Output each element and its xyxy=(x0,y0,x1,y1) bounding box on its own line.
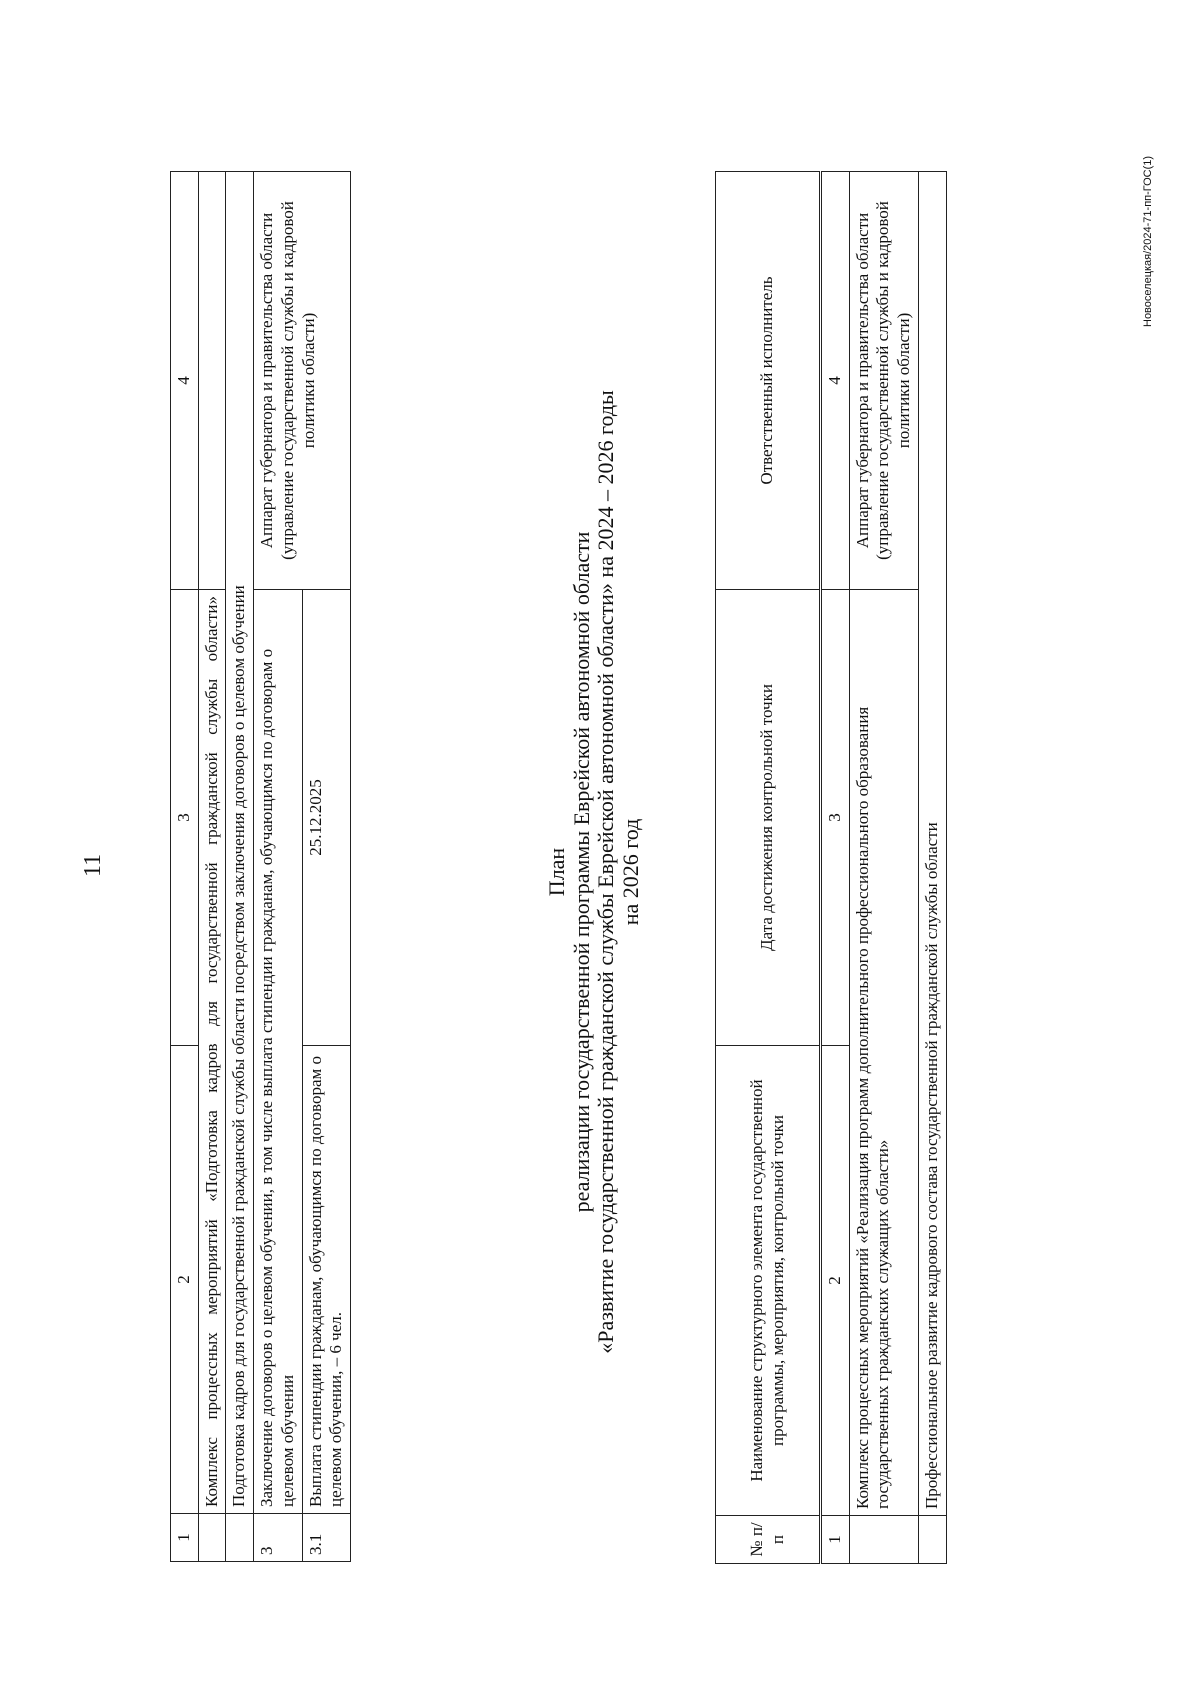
plan-table xyxy=(715,171,947,1564)
header-element-name: Наименование структурного элемента государственной программы, мероприятия, контрольной точки xyxy=(716,1046,821,1516)
header-executor: Ответственный исполнитель xyxy=(716,172,821,590)
executor: Аппарат губернатора и правительства области (управление государственной службы и кадровой политики области) xyxy=(849,172,918,590)
continuation-table xyxy=(170,171,351,1562)
executor xyxy=(198,172,226,590)
row-number xyxy=(849,1516,918,1564)
row-number xyxy=(198,1514,226,1562)
control-point-name: Выплата стипендии гражданам, обучающимся по договорам о целевом обучении, – 6 чел. xyxy=(302,1046,350,1514)
column-number-3: 3 xyxy=(821,590,850,1046)
row-number: 3 xyxy=(254,1514,302,1562)
control-point-date: 25.12.2025 xyxy=(302,590,350,1046)
column-number-1: 1 xyxy=(821,1516,850,1564)
complex-name: Комплекс процессных мероприятий «Подготовка кадров для государственной гражданской службы области» xyxy=(198,590,226,1514)
header-number: № п/п xyxy=(716,1516,821,1564)
header-date: Дата достижения контрольной точки xyxy=(716,590,821,1046)
column-numbers-row xyxy=(821,172,850,1564)
table-row xyxy=(198,172,226,1562)
plan-title xyxy=(545,227,644,1517)
measure-name: Заключение договоров о целевом обучении, в том числе выплата стипендии гражданам, обучающимся по договорам о целевом обучении xyxy=(254,590,302,1514)
section-title: Профессиональное развитие кадрового состава государственной гражданской службы области xyxy=(918,172,946,1516)
column-number-2: 2 xyxy=(171,1046,199,1514)
plan-title-line-2: реализации государственной программы Еврейской автономной области xyxy=(568,531,594,1213)
page-number: 11 xyxy=(80,853,106,877)
column-number-4: 4 xyxy=(821,172,850,590)
table-row xyxy=(254,172,302,1562)
column-number-4: 4 xyxy=(171,172,199,590)
column-number-2: 2 xyxy=(821,1046,850,1516)
table-header-row xyxy=(171,172,199,1562)
section-title: Подготовка кадров для государственной гражданской службы области посредством заключения договоров о целевом обучении xyxy=(226,172,254,1514)
column-number-1: 1 xyxy=(171,1514,199,1562)
plan-title-line-1: План xyxy=(544,847,569,897)
complex-name: Комплекс процессных мероприятий «Реализация программ дополнительного профессионального образования государственных гражданских служащих области» xyxy=(849,590,918,1516)
table-section-row xyxy=(226,172,254,1562)
row-number xyxy=(226,1514,254,1562)
plan-title-line-3: «Развитие государственной гражданской службы Еврейской автономной области» на 2024 – 2026 годы xyxy=(593,390,619,1354)
row-number xyxy=(918,1516,946,1564)
table-section-row xyxy=(918,172,946,1564)
table-row xyxy=(849,172,918,1564)
column-number-3: 3 xyxy=(171,590,199,1046)
plan-title-line-4: на 2026 год xyxy=(617,818,643,926)
row-number: 3.1 xyxy=(302,1514,350,1562)
table-header-row xyxy=(716,172,821,1564)
footer-code: Новоселецкая/2024-71-пп-ГОС(1) xyxy=(1142,155,1154,327)
executor: Аппарат губернатора и правительства области (управление государственной службы и кадровой политики области) xyxy=(254,172,351,590)
